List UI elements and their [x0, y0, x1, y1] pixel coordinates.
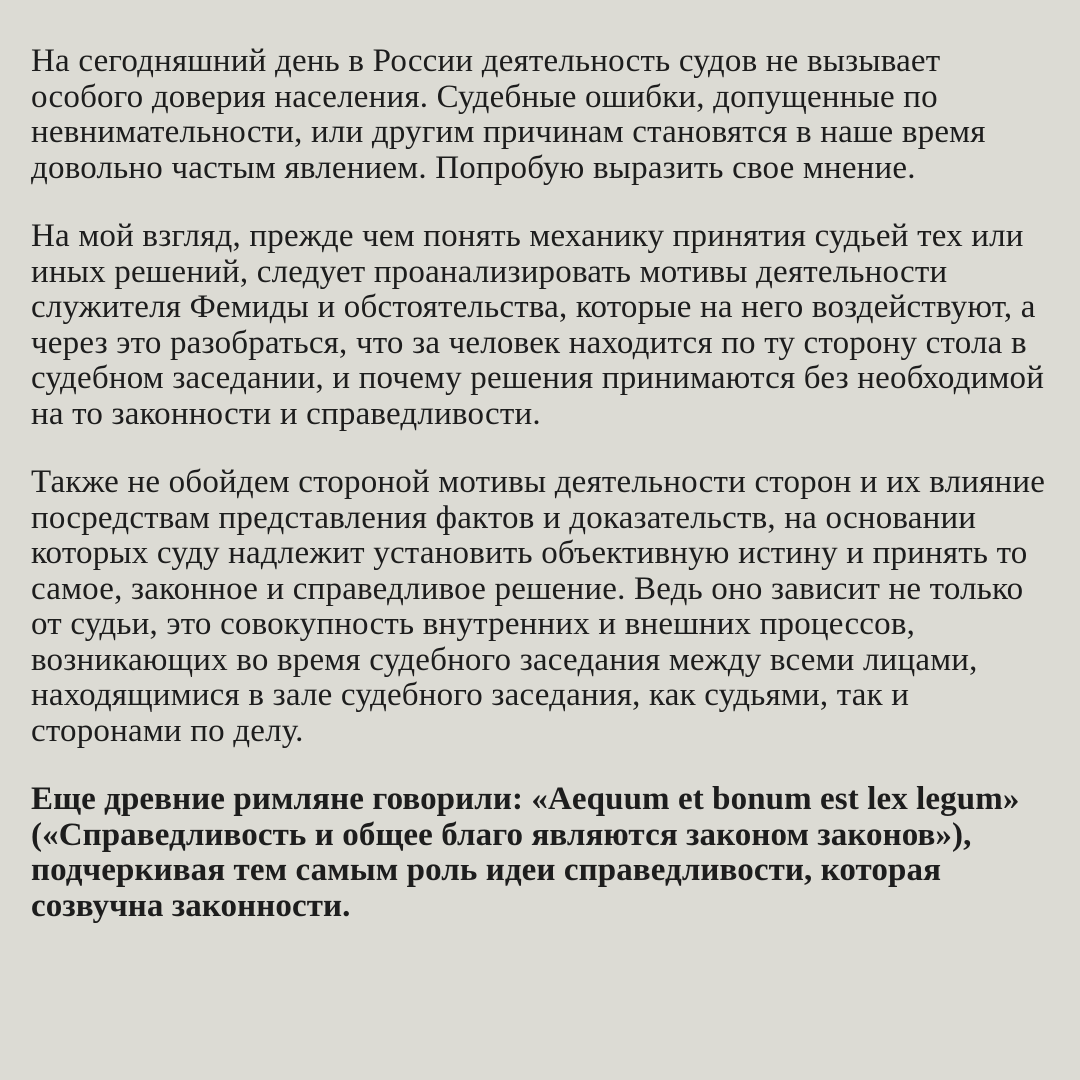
paragraph-roman-quote: Еще древние римляне говорили: «Aequum et bonum est lex legum» («Справедливость и общее благо являются законом законов»), подчеркивая тем самым роль идеи справедливости, которая созвучна законности. [31, 781, 1020, 924]
paragraph-judge-motives: На мой взгляд, прежде чем понять механику принятия судьей тех или иных решений, следует проанализировать мотивы деятельности служителя Фемиды и обстоятельства, которые на него воздействуют, а через это разобраться, что за человек находится по ту сторону стола в судебном заседании, и почему решения принимаются без необходимой на то законности и справедливости. [31, 218, 1045, 432]
paragraph-intro: На сегодняшний день в России деятельность судов не вызывает особого доверия населения. Судебные ошибки, допущенные по невнимательности, или другим причинам становятся в наше время довольно частым явлением. Попробую выразить свое мнение. [31, 43, 986, 186]
paragraph-parties-motives: Также не обойдем стороной мотивы деятельности сторон и их влияние посредствам представления фактов и доказательств, на основании которых суду надлежит установить объективную истину и принять то самое, законное и справедливое решение. Ведь оно зависит не только от судьи, это совокупность внутренних и внешних процессов, возникающих во время судебного заседания между всеми лицами, находящимися в зале судебного заседания, как судьями, так и сторонами по делу. [31, 464, 1046, 749]
